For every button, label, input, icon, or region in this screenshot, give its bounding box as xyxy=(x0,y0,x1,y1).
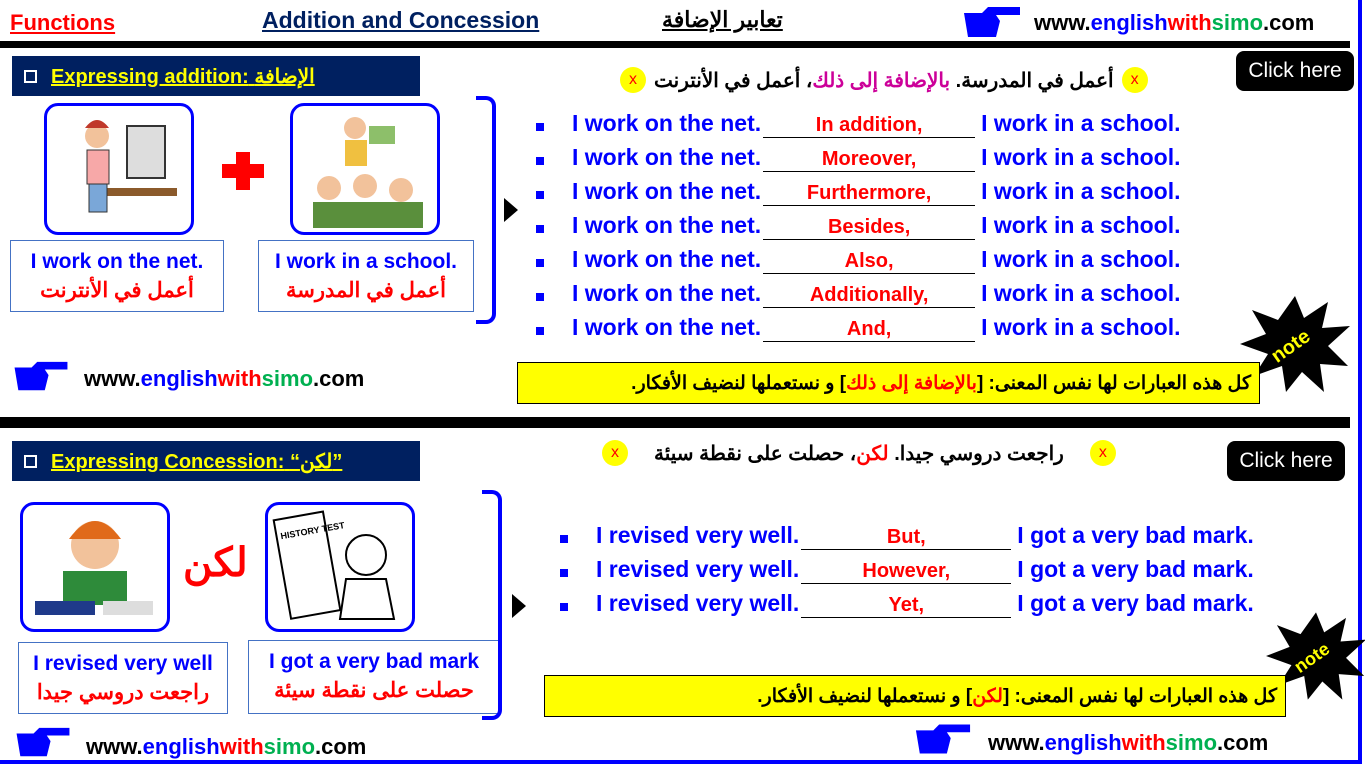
sentence-part-1: I revised very well. xyxy=(596,556,800,582)
boy-studying-image xyxy=(20,502,170,632)
bullet-icon xyxy=(536,123,544,131)
bullet-icon xyxy=(560,603,568,611)
topic-title: Addition and Concession xyxy=(262,7,540,33)
addition-note: كل هذه العبارات لها نفس المعنى: [ بالإضافة إلى ذلك ] و نستعملها لنضيف الأفكار. xyxy=(517,362,1260,404)
sentence-part-2: I got a very bad mark. xyxy=(1017,590,1254,616)
pointing-hand-icon xyxy=(914,722,972,758)
history-test-image xyxy=(265,502,415,632)
arrow-icon xyxy=(512,594,526,618)
note-label: note xyxy=(1267,325,1315,368)
click-here-button[interactable]: Click here xyxy=(1227,441,1345,481)
net-caption: I work on the net. أعمل في الأنترنت xyxy=(10,240,224,312)
connector-blank: Moreover, xyxy=(763,148,975,172)
sentence-part-2: I work in a school. xyxy=(981,314,1181,340)
connector-blank: Yet, xyxy=(801,594,1011,618)
sentence-part-1: I revised very well. xyxy=(596,522,800,548)
sentence-part-2: I work in a school. xyxy=(981,280,1181,306)
woman-computer-image xyxy=(44,103,194,235)
bullet-icon xyxy=(560,535,568,543)
bullet-icon xyxy=(536,293,544,301)
sentence-part-1: I work on the net. xyxy=(572,178,762,204)
concession-title: Expressing Concession: “لكن” xyxy=(12,441,420,481)
bracket xyxy=(482,490,502,720)
sentence-row xyxy=(560,556,1254,590)
checkbox-icon xyxy=(24,70,37,83)
concession-example: x راجعت دروسي جيدا. لكن، حصلت على نقطة سيئة x xyxy=(602,440,1116,466)
x-audio-button[interactable]: x xyxy=(1122,67,1148,93)
teacher-class-image xyxy=(290,103,440,235)
connector-blank: Also, xyxy=(763,250,975,274)
arrow-icon xyxy=(504,198,518,222)
bullet-icon xyxy=(536,191,544,199)
sentence-part-2: I work in a school. xyxy=(981,212,1181,238)
connector-lakin: لكن xyxy=(183,541,248,585)
website-url[interactable]: www.englishwithsimo.com xyxy=(86,734,367,759)
x-audio-button[interactable]: x xyxy=(602,440,628,466)
sentence-part-1: I work on the net. xyxy=(572,280,762,306)
bracket xyxy=(476,96,496,324)
revised-caption: I revised very well راجعت دروسي جيدا xyxy=(18,642,228,714)
sentence-part-1: I work on the net. xyxy=(572,246,762,272)
concession-note: كل هذه العبارات لها نفس المعنى: [ لكن ] و نستعملها لنضيف الأفكار. xyxy=(544,675,1286,717)
functions-link[interactable]: Functions xyxy=(10,10,116,35)
sentence-row xyxy=(560,590,1254,624)
connector-blank: Furthermore, xyxy=(763,182,975,206)
sentence-row xyxy=(536,280,1181,314)
connector-blank: However, xyxy=(801,560,1011,584)
concession-list xyxy=(560,522,1254,624)
divider xyxy=(0,41,1350,48)
sentence-row xyxy=(536,314,1181,348)
bullet-icon xyxy=(560,569,568,577)
sentence-row xyxy=(536,212,1181,246)
connector-blank: Additionally, xyxy=(763,284,975,308)
note-label: note xyxy=(1290,638,1334,677)
sentence-part-2: I work in a school. xyxy=(981,110,1181,136)
bullet-icon xyxy=(536,259,544,267)
sentence-part-1: I work on the net. xyxy=(572,110,762,136)
pointing-hand-icon xyxy=(962,5,1022,41)
sentence-part-2: I work in a school. xyxy=(981,178,1181,204)
bullet-icon xyxy=(536,157,544,165)
school-caption: I work in a school. أعمل في المدرسة xyxy=(258,240,474,312)
pointing-hand-icon xyxy=(12,360,70,394)
connector-blank: In addition, xyxy=(763,114,975,138)
website-url[interactable]: www.englishwithsimo.com xyxy=(84,366,365,391)
x-audio-button[interactable]: x xyxy=(620,67,646,93)
sentence-part-1: I revised very well. xyxy=(596,590,800,616)
sentence-part-1: I work on the net. xyxy=(572,212,762,238)
plus-icon xyxy=(222,152,264,190)
website-url[interactable]: www.englishwithsimo.com xyxy=(1034,10,1315,35)
checkbox-icon xyxy=(24,455,37,468)
history-test-label: HISTORY TEST xyxy=(279,520,346,542)
sentence-part-2: I work in a school. xyxy=(981,246,1181,272)
connector-blank: And, xyxy=(763,318,975,342)
bullet-icon xyxy=(536,327,544,335)
sentence-row xyxy=(536,110,1181,144)
sentence-row xyxy=(560,522,1254,556)
sentence-part-1: I work on the net. xyxy=(572,314,762,340)
pointing-hand-icon xyxy=(14,726,72,760)
website-url[interactable]: www.englishwithsimo.com xyxy=(988,730,1269,755)
bad-mark-caption: I got a very bad mark حصلت على نقطة سيئة xyxy=(248,640,500,714)
sentence-part-2: I work in a school. xyxy=(981,144,1181,170)
sentence-part-2: I got a very bad mark. xyxy=(1017,522,1254,548)
sentence-part-1: I work on the net. xyxy=(572,144,762,170)
sentence-row xyxy=(536,144,1181,178)
connector-blank: But, xyxy=(801,526,1011,550)
addition-example: x أعمل في المدرسة. بالإضافة إلى ذلك، أعمل في الأنترنت x xyxy=(620,67,1148,93)
addition-title: Expressing addition: الإضافة xyxy=(12,56,420,96)
connector-blank: Besides, xyxy=(763,216,975,240)
click-here-button[interactable]: Click here xyxy=(1236,51,1354,91)
arabic-title: تعابير الإضافة xyxy=(662,7,783,32)
divider xyxy=(0,417,1350,428)
sentence-row xyxy=(536,246,1181,280)
bullet-icon xyxy=(536,225,544,233)
sentence-row xyxy=(536,178,1181,212)
addition-list xyxy=(536,110,1181,348)
sentence-part-2: I got a very bad mark. xyxy=(1017,556,1254,582)
x-audio-button[interactable]: x xyxy=(1090,440,1116,466)
